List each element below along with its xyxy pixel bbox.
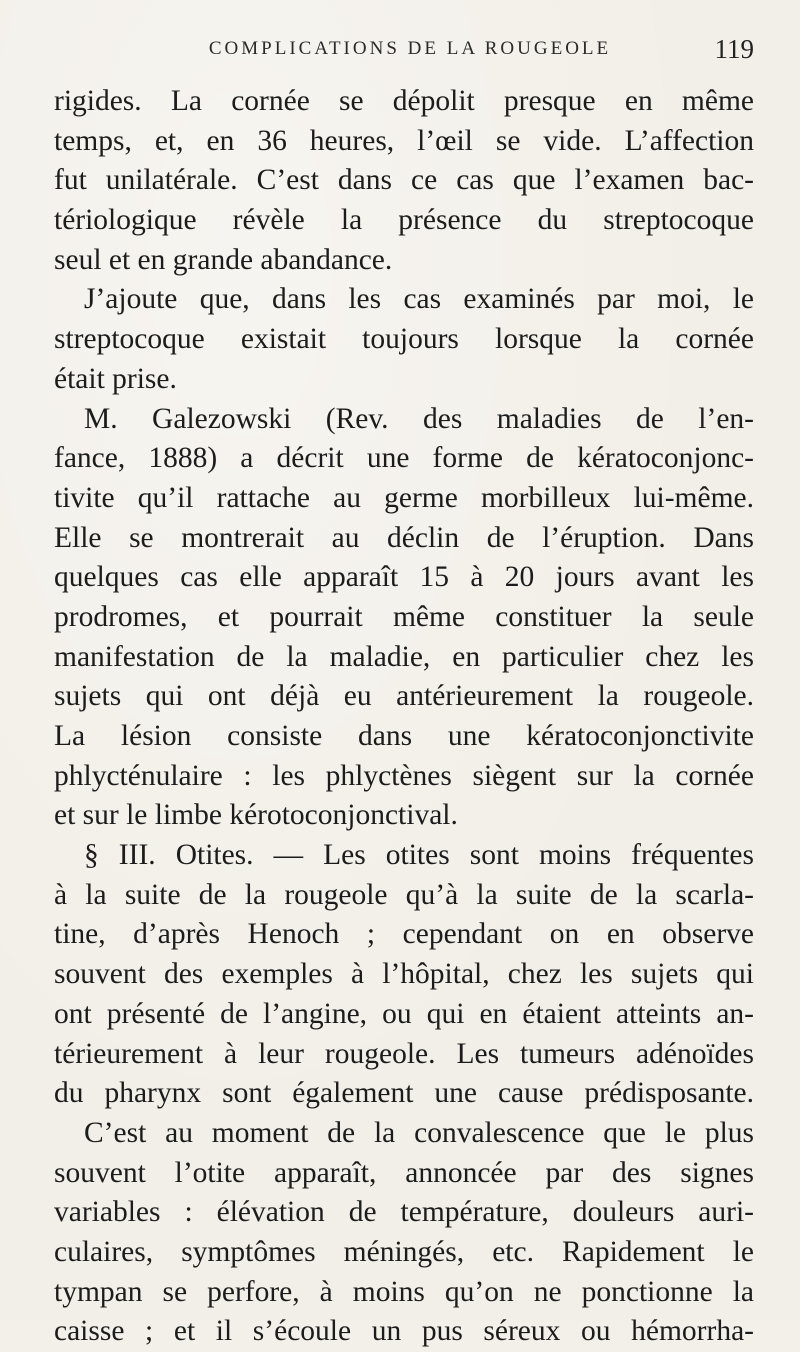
text-line: tivite qu’il rattache au germe morbilleux lui-même.	[54, 481, 754, 514]
text-line: caisse ; et il s’écoule un pus séreux ou hémorrha-	[54, 1315, 754, 1348]
text-line: phlycténulaire : les phlyctènes siègent sur la cornée	[54, 759, 754, 792]
text-line: fance, 1888) a décrit une forme de kératoconjonc-	[54, 442, 754, 475]
text-line: Elle se montrerait au déclin de l’éruption. Dans	[54, 521, 754, 554]
text-line: et sur le limbe kérotoconjonctival.	[54, 799, 458, 832]
text-line: souvent l’otite apparaît, annoncée par des signes	[54, 1156, 754, 1189]
text-line: La lésion consiste dans une kératoconjonctivite	[54, 720, 754, 752]
text-line: quelques cas elle apparaît 15 à 20 jours avant les	[54, 561, 754, 594]
text-line: était prise.	[54, 362, 177, 395]
text-line: térieurement à leur rougeole. Les tumeurs adénoïdes	[54, 1037, 754, 1070]
text-line: rigides. La cornée se dépolit presque en même	[54, 85, 754, 117]
text-line: du pharynx sont également une cause prédisposante.	[54, 1077, 754, 1110]
text-line: streptocoque existait toujours lorsque la cornée	[54, 323, 754, 356]
text-line: ont présenté de l’angine, ou qui en étaient atteints an-	[54, 997, 754, 1030]
text-line: temps, et, en 36 heures, l’œil se vide. L’affection	[54, 124, 754, 157]
text-line: C’est au moment de la convalescence que le plus	[84, 1116, 754, 1149]
text-line: souvent des exemples à l’hôpital, chez les sujets qui	[54, 958, 754, 991]
text-line: seul et en grande abandance.	[54, 243, 393, 276]
text-line: sujets qui ont déjà eu antérieurement la rougeole.	[54, 680, 754, 713]
body-text	[54, 82, 754, 1352]
text-line: tine, d’après Henoch ; cependant on en observe	[54, 918, 754, 951]
text-line: manifestation de la maladie, en particulier chez les	[54, 640, 754, 673]
page-number: 119	[714, 34, 754, 64]
text-line: fut unilatérale. C’est dans ce cas que l’examen bac-	[54, 164, 754, 197]
text-line: M. Galezowski (Rev. des maladies de l’en-	[84, 402, 754, 435]
text-line: prodromes, et pourrait même constituer la seule	[54, 600, 754, 633]
text-line: tympan se perfore, à moins qu’on ne ponctionne la	[54, 1275, 754, 1308]
text-line: à la suite de la rougeole qu’à la suite de la scarla-	[54, 878, 754, 911]
text-line: tériologique révèle la présence du streptocoque	[54, 204, 754, 237]
text-line: J’ajoute que, dans les cas examinés par moi, le	[84, 283, 754, 316]
text-line: culaires, symptômes méningés, etc. Rapidement le	[54, 1235, 754, 1268]
running-title: COMPLICATIONS DE LA ROUGEOLE	[208, 38, 612, 59]
text-line: § III. Otites. — Les otites sont moins fréquentes	[84, 839, 754, 872]
text-line: variables : élévation de température, douleurs auri-	[54, 1196, 754, 1229]
